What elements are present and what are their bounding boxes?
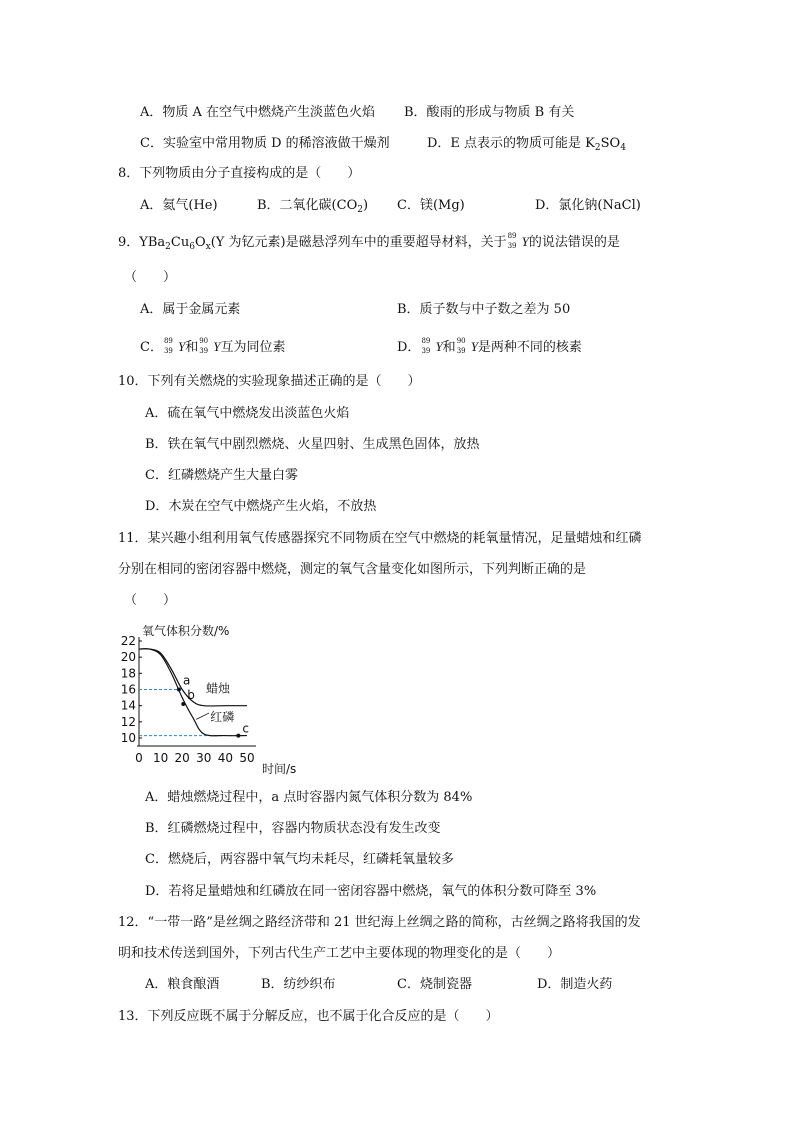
series-label-phosphorus: 红磷 xyxy=(210,710,235,725)
x-tick-label: 10 xyxy=(152,751,169,765)
q10-option-c-text: C．红磷燃烧产生大量白雾 xyxy=(145,468,298,483)
q9-stem-text: 9．YBa xyxy=(118,235,166,250)
x-tick-label: 20 xyxy=(174,751,190,765)
q10-option-b-text: B．铁在氧气中剧烈燃烧、火星四射、生成黑色固体，放热 xyxy=(145,437,480,452)
y-axis-label: 氧气体积分数/% xyxy=(142,624,230,638)
q9-answer-bracket: （ ） xyxy=(124,270,177,285)
q12-option-d-text: D．制造火药 xyxy=(537,977,613,992)
q12-option-b-text: B．纺纱织布 xyxy=(261,977,336,992)
isotope-notation xyxy=(456,338,471,356)
leader-line xyxy=(196,713,209,719)
q13-stem: 13．下列反应既不属于分解反应，也不属于化合反应的是（ ） xyxy=(118,1009,499,1024)
atomic-number: 39 xyxy=(163,347,173,355)
subscript: 2 xyxy=(165,242,171,252)
mass-number: 89 xyxy=(163,337,173,345)
oxygen-volume-chart xyxy=(116,618,296,778)
isotope-notation xyxy=(163,338,178,356)
element-symbol: Y xyxy=(435,339,443,354)
isotope-notation xyxy=(198,338,213,356)
q8-stem: 8．下列物质由分子直接构成的是（ ） xyxy=(118,166,361,181)
q9-stem xyxy=(118,233,620,256)
x-tick-label: 40 xyxy=(217,751,234,765)
y-tick-label: 20 xyxy=(120,650,136,665)
q11-answer-bracket: （ ） xyxy=(124,593,177,608)
q11-option-b-text: B．红磷燃烧过程中，容器内物质状态没有发生改变 xyxy=(145,821,441,836)
subscript: 6 xyxy=(189,242,195,252)
q11-stem-line1: 11．某兴趣小组利用氧气传感器探究不同物质在空气中燃烧的耗氧量情况，足量蜡烛和红磷 xyxy=(118,531,642,546)
mass-number: 90 xyxy=(456,337,466,345)
point-b xyxy=(181,702,185,706)
isotope-notation xyxy=(420,338,435,356)
q8-option-a-text: A．氦气(He) xyxy=(140,198,218,213)
subscript: x xyxy=(205,242,211,252)
q7-option-c-text: C．实验室中常用物质 D 的稀溶液做干燥剂 xyxy=(140,136,390,151)
q12-option-a-text: A．粮食酿酒 xyxy=(145,977,220,992)
x-axis-label: 时间/s xyxy=(262,762,296,776)
series-label-candle: 蜡烛 xyxy=(205,681,230,696)
q11-option-a[interactable] xyxy=(145,789,472,807)
element-symbol: Y xyxy=(213,339,221,354)
subscript: 2 xyxy=(357,205,363,215)
q9-option-d-text: 和 xyxy=(442,340,456,355)
q10-option-d[interactable] xyxy=(145,498,376,516)
y-tick-label: 10 xyxy=(120,731,136,745)
q7-option-b[interactable] xyxy=(404,104,574,122)
atomic-number: 39 xyxy=(456,347,466,355)
q9-option-d[interactable] xyxy=(397,338,582,357)
element-symbol: Y xyxy=(521,234,529,249)
mass-number: 90 xyxy=(199,337,209,345)
subscript: 4 xyxy=(620,143,626,153)
q11-option-c[interactable] xyxy=(145,851,454,869)
q9-option-d-text: 是两种不同的核素 xyxy=(477,340,582,355)
q8-option-b-text: B．二氧化碳(CO xyxy=(257,198,358,213)
q7-option-b-text: B．酸雨的形成与物质 B 有关 xyxy=(404,105,575,120)
point-a xyxy=(177,688,181,692)
q9-option-d-text: D． xyxy=(397,340,421,355)
q7-option-a-text: A．物质 A 在空气中燃烧产生淡蓝色火焰 xyxy=(140,105,376,120)
q8-option-c-text: C．镁(Mg) xyxy=(397,198,465,213)
q8-option-c[interactable] xyxy=(397,197,465,215)
x-tick-label: 0 xyxy=(135,751,143,765)
q12-option-c[interactable] xyxy=(397,976,472,994)
point-label-b: b xyxy=(187,688,195,703)
q11-option-a-text: A．蜡烛燃烧过程中，a 点时容器内氮气体积分数为 84% xyxy=(145,790,473,805)
point-label-c: c xyxy=(242,721,249,736)
q8-option-d[interactable] xyxy=(535,197,641,215)
q10-option-d-text: D．木炭在空气中燃烧产生火焰，不放热 xyxy=(145,499,377,514)
q12-option-d[interactable] xyxy=(537,976,612,994)
mass-number: 89 xyxy=(507,232,517,240)
q10-stem: 10．下列有关燃烧的实验现象描述正确的是（ ） xyxy=(118,374,421,389)
q9-option-a-text: A．属于金属元素 xyxy=(140,302,241,317)
q7-option-a[interactable] xyxy=(140,104,375,122)
q11-option-d[interactable] xyxy=(145,883,596,901)
x-tick-label: 50 xyxy=(239,751,255,765)
q12-stem-line2: 明和技术传送到国外，下列古代生产工艺中主要体现的物理变化的是（ ） xyxy=(118,946,561,961)
x-tick-label: 30 xyxy=(196,751,212,765)
element-symbol: Y xyxy=(177,339,186,354)
y-tick-label: 16 xyxy=(120,682,136,697)
q11-option-d-text: D．若将足量蜡烛和红磷放在同一密闭容器中燃烧，氧气的体积分数可降至 3% xyxy=(145,884,597,899)
q7-option-d-text: SO xyxy=(600,136,621,151)
q9-stem-text: (Y 为钇元素)是磁悬浮列车中的重要超导材料，关于 xyxy=(210,235,507,250)
q9-option-c-text: 互为同位素 xyxy=(220,340,286,355)
q7-option-d-text: D．E 点表示的物质可能是 K xyxy=(427,136,595,151)
q12-option-b[interactable] xyxy=(261,976,336,994)
q9-stem-text: 的说法错误的是 xyxy=(528,235,620,250)
q9-option-c[interactable] xyxy=(140,338,285,357)
atomic-number: 39 xyxy=(199,347,209,355)
q9-option-a[interactable] xyxy=(140,301,240,319)
y-tick-label: 14 xyxy=(120,698,136,713)
q10-option-a[interactable] xyxy=(145,405,349,423)
q12-option-c-text: C．烧制瓷器 xyxy=(397,977,472,992)
point-label-a: a xyxy=(182,673,191,688)
q12-option-a[interactable] xyxy=(145,976,219,994)
element-symbol: Y xyxy=(470,339,478,354)
atomic-number: 39 xyxy=(507,242,517,250)
q11-option-b[interactable] xyxy=(145,820,441,838)
q9-option-b[interactable] xyxy=(397,301,570,319)
q8-option-a[interactable] xyxy=(140,197,218,215)
isotope-notation xyxy=(507,233,522,251)
q7-option-c[interactable] xyxy=(140,135,390,153)
y-tick-label: 12 xyxy=(120,714,136,729)
subscript: 2 xyxy=(594,143,601,153)
q8-option-b[interactable] xyxy=(257,197,368,219)
y-tick-label: 18 xyxy=(120,666,136,681)
q10-option-c[interactable] xyxy=(145,467,298,485)
q8-option-b-text: ) xyxy=(362,198,369,213)
q12-stem-line1: 12．“一带一路”是丝绸之路经济带和 21 世纪海上丝绸之路的简称，古丝绸之路将我国的发 xyxy=(118,915,641,930)
q9-option-c-text: C． xyxy=(140,340,163,355)
q8-option-d-text: D．氯化钠(NaCl) xyxy=(535,198,641,213)
q9-option-b-text: B．质子数与中子数之差为 50 xyxy=(397,302,571,317)
mass-number: 89 xyxy=(421,337,431,345)
q7-option-d[interactable] xyxy=(427,135,626,157)
q11-option-c-text: C．燃烧后，两容器中氧气均未耗尽，红磷耗氧量较多 xyxy=(145,852,454,867)
atomic-number: 39 xyxy=(421,347,431,355)
q11-stem-line2: 分别在相同的密闭容器中燃烧，测定的氧气含量变化如图所示，下列判断正确的是 xyxy=(118,562,587,577)
q9-stem-text: O xyxy=(194,235,206,250)
q9-stem-text: Cu xyxy=(170,235,190,250)
q10-option-a-text: A．硫在氧气中燃烧发出淡蓝色火焰 xyxy=(145,406,350,421)
point-c xyxy=(236,734,240,738)
y-tick-label: 22 xyxy=(120,634,136,648)
q10-option-b[interactable] xyxy=(145,436,480,454)
q9-option-c-text: 和 xyxy=(185,340,199,355)
